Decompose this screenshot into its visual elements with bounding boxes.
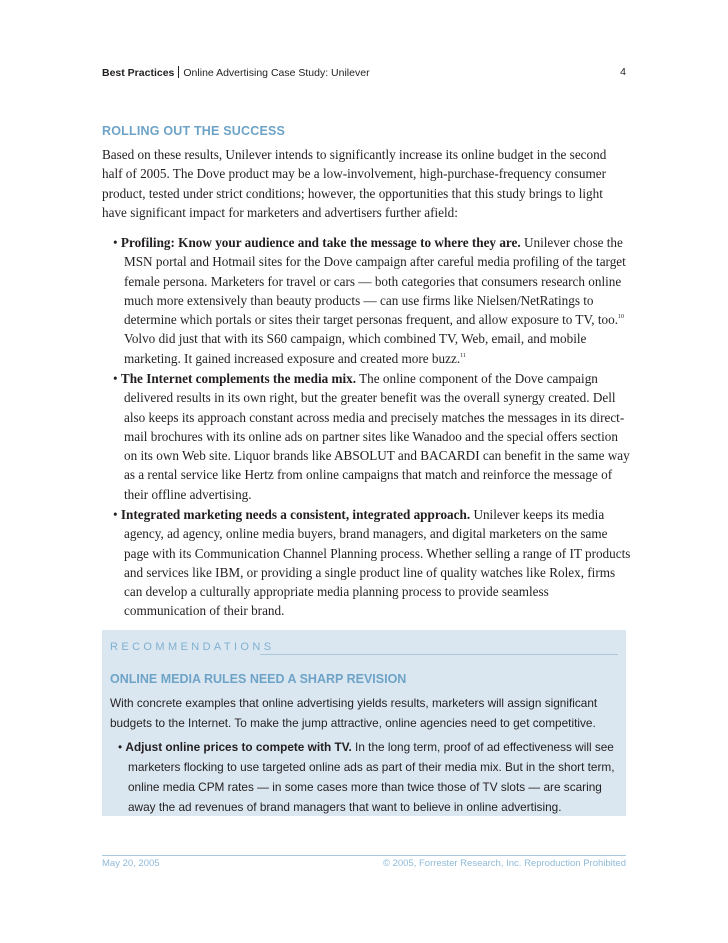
bullet-lead: Adjust online prices to compete with TV. — [125, 740, 352, 754]
recommendations-divider — [260, 654, 618, 655]
recommendations-bullet: • Adjust online prices to compete with TV. In the long term, proof of ad effectiveness will see marketers flocking to use targeted online ads as part of their media mix. But in the short term, online media CPM rates — in some cases more than twice those of TV slots — are scaring away the ad revenues of brand managers that want to believe in online advertising. — [118, 740, 615, 814]
header-section: Best Practices — [102, 67, 175, 79]
bullet-text: In the long term, proof of ad effectiveness will see marketers flocking to use targeted online ads as part of their media mix. But in the short term, online media CPM rates — in some cases more than twice those of TV slots — are scaring away the ad revenues of brand managers that want to believe in online advertising. — [128, 740, 615, 814]
page-number: 4 — [620, 66, 626, 78]
footer-divider — [102, 855, 626, 856]
bullet-lead: The Internet complements the media mix. — [120, 371, 357, 386]
recommendations-label: RECOMMENDATIONS — [110, 641, 275, 653]
bullet-text: Unilever keeps its media agency, ad agency, online media buyers, brand managers, and digital marketers on the same page with its Communication Channel Planning process. Whether selling a range of IT products and services like IBM, or providing a single product line of quality watches like Rolex, firms can develop a culturally appropriate media planning process to provide seamless communication of their brand. — [124, 507, 631, 619]
intro-paragraph: Based on these results, Unilever intends to significantly increase its online budget in the second half of 2005. The Dove product may be a low-involvement, high-purchase-frequency consumer product, tested under strict conditions; however, the opportunities that this study brings to light have significant impact for marketers and advertisers further afield: — [102, 147, 607, 220]
footer-date: May 20, 2005 — [102, 858, 160, 869]
footnote-ref[interactable]: 11 — [460, 352, 466, 359]
page-header — [102, 66, 626, 79]
bullet-profiling: • Profiling: Know your audience and take the message to where they are. Unilever chose the MSN portal and Hotmail sites for the Dove campaign after careful media profiling of the target female persona. Marketers for travel or cars — both categories that consumers research online much more extensively than beauty products — can use firms like Nielsen/NetRatings to determine which portals or sites their target personas frequent, and allow exposure to TV, too.$^{10}$ Volvo did just that with its S60 campaign, which combined TV, Web, email, and mobile marketing. It gained increased exposure and created more buzz.$^{11}$ — [113, 235, 626, 366]
bullet-lead: Profiling: Know your audience and take the message to where they are. — [120, 235, 521, 250]
recommendations-paragraph: With concrete examples that online advertising yields results, marketers will assign significant budgets to the Internet. To make the jump attractive, online agencies need to get competitive. — [110, 696, 598, 730]
bullet-text: Volvo did just that with its S60 campaign, which combined TV, Web, email, and mobile marketing. It gained increased exposure and created more buzz. — [124, 331, 587, 366]
bullet-text: Unilever chose the MSN portal and Hotmail sites for the Dove campaign after careful media profiling of the target female persona. Marketers for travel or cars — both categories that consumers research online much more extensively than beauty products — can use firms like Nielsen/NetRatings to determine which portals or sites their target personas frequent, and allow exposure to TV, too. — [124, 235, 626, 328]
recommendations-heading: ONLINE MEDIA RULES NEED A SHARP REVISION — [110, 672, 407, 686]
footer-copyright: © 2005, Forrester Research, Inc. Reproduction Prohibited — [382, 858, 626, 869]
section-heading: ROLLING OUT THE SUCCESS — [102, 124, 286, 138]
footnote-ref[interactable]: 10 — [618, 314, 625, 321]
bullet-integrated-marketing: • Integrated marketing needs a consistent, integrated approach. Unilever keeps its media agency, ad agency, online media buyers, brand managers, and digital marketers on the same page with its Communication Channel Planning process. Whether selling a range of IT products and services like IBM, or providing a single product line of quality watches like Rolex, firms can develop a culturally appropriate media planning process to provide seamless communication of their brand. — [113, 507, 631, 619]
bullet-lead: Integrated marketing needs a consistent, integrated approach. — [120, 507, 471, 522]
bullet-text: The online component of the Dove campaign delivered results in its own right, but the greater benefit was the overall synergy created. Dell also keeps its approach constant across media and precisely matches the messages in its direct-mail brochures with its online ads on partner sites like Wanadoo and the special offers section on its own Web site. Liquor brands like ABSOLUT and BACARDI can benefit in the same way as a rental service like Hertz from online campaigns that match and reinforce the message of their offline advertising. — [124, 371, 630, 502]
header-title: Online Advertising Case Study: Unilever — [183, 67, 370, 79]
bullet-media-mix: • The Internet complements the media mix. The online component of the Dove campaign delivered results in its own right, but the greater benefit was the overall synergy created. Dell also keeps its approach constant across media and precisely matches the messages in its direct-mail brochures with its online ads on partner sites like Wanadoo and the special offers section on its own Web site. Liquor brands like ABSOLUT and BACARDI can benefit in the same way as a rental service like Hertz from online campaigns that match and reinforce the message of their offline advertising. — [113, 371, 630, 502]
header-divider — [178, 66, 179, 78]
